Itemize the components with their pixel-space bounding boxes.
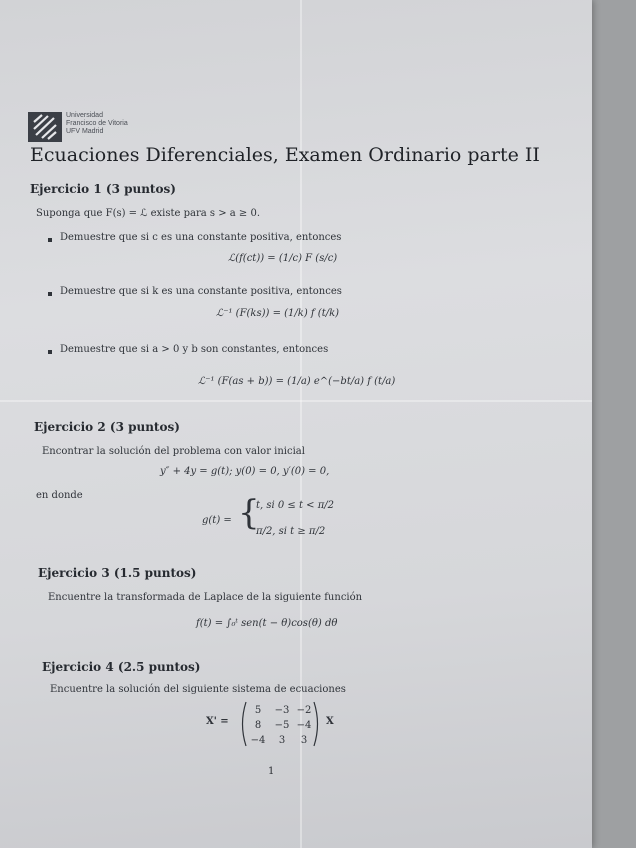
page-number: 1 [268, 766, 275, 777]
exercise-4-intro: Encuentre la solución del siguiente sistema de ecuaciones [50, 684, 346, 695]
exercise-3-heading: Ejercicio 3 (1.5 puntos) [38, 566, 197, 580]
exercise-2-heading: Ejercicio 2 (3 puntos) [34, 420, 180, 434]
exercise-3-formula: f(t) = ∫₀ᵗ sen(t − θ)cos(θ) dθ [196, 618, 338, 629]
matrix-cell: −4 [296, 720, 312, 731]
matrix-equation-rhs: X [326, 716, 334, 727]
exercise-4-heading: Ejercicio 4 (2.5 puntos) [42, 660, 201, 674]
bullet [48, 350, 52, 354]
exam-title: Ecuaciones Diferenciales, Examen Ordinario parte II [30, 144, 540, 166]
g-function-lhs: g(t) = [202, 515, 232, 526]
matrix-cell: 3 [278, 735, 286, 746]
matrix-cell: 8 [254, 720, 262, 731]
university-name [66, 112, 128, 136]
exercise-1-formula-3: ℒ⁻¹ (F(as + b)) = (1/a) e^(−bt/a) f (t/a) [198, 376, 396, 387]
university-line: UFV Madrid [66, 128, 104, 135]
matrix-left-paren [243, 702, 247, 746]
bullet [48, 292, 52, 296]
piecewise-case-1: t, si 0 ≤ t < π/2 [256, 500, 335, 511]
matrix [238, 700, 322, 748]
matrix-cell: 3 [300, 735, 308, 746]
exercise-1-item-1: Demuestre que si c es una constante positiva, entonces [60, 232, 342, 243]
matrix-right-paren [314, 702, 318, 746]
matrix-cell: 5 [254, 705, 262, 716]
exercise-1-item-2: Demuestre que si k es una constante positiva, entonces [60, 286, 342, 297]
exercise-1-item-3: Demuestre que si a > 0 y b son constantes, entonces [60, 344, 329, 355]
matrix-cell: −3 [274, 705, 290, 716]
piecewise-brace: { [238, 493, 260, 533]
exercise-2-intro: Encontrar la solución del problema con valor inicial [42, 446, 305, 457]
exercise-1-intro: Suponga que F(s) = ℒ existe para s > a ≥ 0. [36, 208, 261, 219]
piecewise-case-2: π/2, si t ≥ π/2 [256, 526, 326, 537]
university-logo [28, 112, 62, 142]
bullet [48, 238, 52, 242]
paper-fold-line [0, 400, 592, 402]
exercise-1-formula-2: ℒ⁻¹ (F(ks)) = (1/k) f (t/k) [216, 308, 340, 319]
university-line: Francisco de Vitoria [66, 120, 128, 127]
matrix-cell: −4 [250, 735, 266, 746]
exercise-1-heading: Ejercicio 1 (3 puntos) [30, 182, 176, 196]
exercise-3-intro: Encuentre la transformada de Laplace de la siguiente función [48, 592, 363, 603]
matrix-cell: −5 [274, 720, 290, 731]
matrix-cell: −2 [296, 705, 312, 716]
exercise-1-formula-1: ℒ(f(ct)) = (1/c) F (s/c) [228, 253, 338, 264]
exercise-2-equation: y″ + 4y = g(t); y(0) = 0, y′(0) = 0, [160, 466, 330, 477]
university-line: Universidad [66, 112, 103, 119]
exercise-2-en-donde: en donde [36, 490, 83, 501]
matrix-equation-lhs: X' = [206, 716, 229, 727]
